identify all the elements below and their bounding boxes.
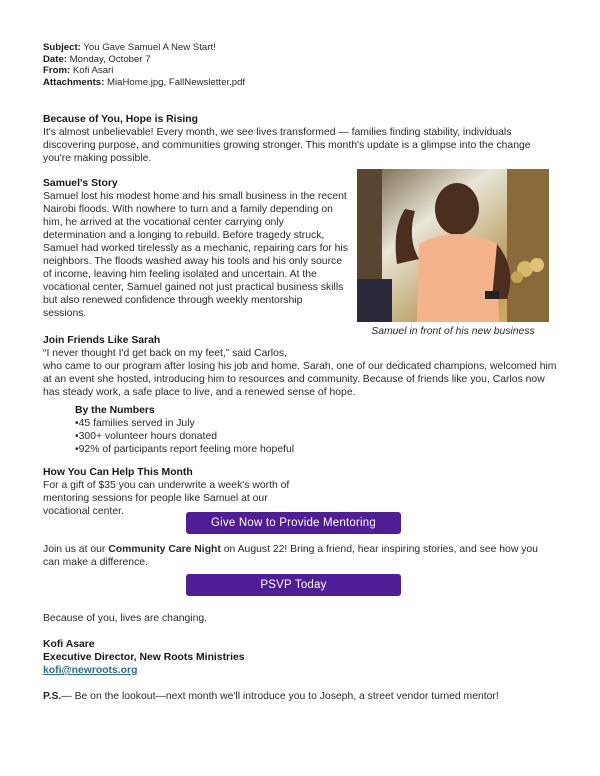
help-heading: How You Can Help This Month xyxy=(43,467,193,478)
photo-caption: Samuel in front of his new business xyxy=(371,326,535,337)
from-line: From: Kofi Asari xyxy=(43,65,114,77)
photo-image-icon xyxy=(357,169,549,322)
help-section xyxy=(43,466,313,518)
ps-text: P.S.— Be on the lookout—next month we'll introduce you to Joseph, a street vendor turned mentor! xyxy=(43,691,499,702)
samuel-photo xyxy=(357,169,549,322)
samuel-heading: Samuel's Story xyxy=(43,178,118,189)
signature-name: Kofi Asare xyxy=(43,639,95,650)
sarah-section xyxy=(43,334,563,399)
help-body: For a gift of $35 you can underwrite a week's worth of mentoring sessions for people like Samuel at our vocational center. xyxy=(43,480,290,517)
sarah-body: who came to our program after losing his job and home. Sarah, one of our dedicated champions, welcomed him at an event she hosted, introducing him to resources and community. Because of friends like you, Carlos now has steady work, a safe place to live, and a renewed sense of hope. xyxy=(43,361,557,398)
date-line: Date: Monday, October 7 xyxy=(43,53,151,65)
samuel-body: Samuel lost his modest home and his small business in the recent Nairobi floods. With nowhere to turn and a family depending on him, he arrived at the vocational center carrying only determination and a longing to rebuild. Before tragedy struck, Samuel had worked tirelessly as a mechanic, repairing cars for his neighbors. The floods washed away his tools and his only source of income, leaving him feeling isolated and uncertain. At the vocational center, Samuel gained not just practical business skills but also renewed confidence through weekly mentorship sessions. xyxy=(43,191,348,319)
ps-label: P.S. xyxy=(43,691,62,702)
signature-email-link[interactable]: kofi@newroots.org xyxy=(43,665,138,676)
date-value: Monday, October 7 xyxy=(69,53,151,65)
numbers-list xyxy=(75,417,375,456)
numbers-item: • 45 families served in July xyxy=(75,417,375,430)
numbers-heading: By the Numbers xyxy=(75,405,155,416)
intro-body: It's almost unbelievable! Every month, we see lives transformed — families finding stability, individuals discovering purpose, and communities growing stronger. This month's update is a glimpse into the change you're making possible. xyxy=(43,127,531,164)
closing-line: Because of you, lives are changing. xyxy=(43,613,208,624)
ps-section xyxy=(43,690,563,703)
samuel-section xyxy=(43,177,348,320)
subject-value: You Gave Samuel A New Start! xyxy=(83,42,216,53)
sarah-heading: Join Friends Like Sarah xyxy=(43,335,161,346)
closing-section xyxy=(43,612,543,677)
event-name: Community Care Night xyxy=(108,544,221,555)
numbers-item: • 300+ volunteer hours donated xyxy=(75,430,375,443)
from-value: Kofi Asari xyxy=(72,65,114,77)
attachments-line: Attachments: MiaHome.jpg, FallNewsletter.pdf xyxy=(43,76,246,88)
event-text: Join us at our Community Care Night on August 22! Bring a friend, hear inspiring stories, and see how you can make a difference. xyxy=(43,544,538,568)
signature-title: Executive Director, New Roots Ministries xyxy=(43,652,245,663)
intro-heading: Because of You, Hope is Rising xyxy=(43,114,198,125)
give-now-button[interactable]: Give Now to Provide Mentoring xyxy=(186,512,401,534)
numbers-item: • 92% of participants report feeling more hopeful xyxy=(75,443,375,456)
event-section xyxy=(43,543,543,569)
intro-section xyxy=(43,113,558,165)
rsvp-button[interactable]: PSVP Today xyxy=(186,574,401,596)
attachments-value[interactable]: MiaHome.jpg, FallNewsletter.pdf xyxy=(106,76,246,88)
numbers-section xyxy=(75,404,375,456)
sarah-quote: “I never thought I'd get back on my feet,” said Carlos, xyxy=(43,348,287,359)
email-header xyxy=(43,42,543,88)
subject-line: Subject: You Gave Samuel A New Start! xyxy=(43,42,216,53)
